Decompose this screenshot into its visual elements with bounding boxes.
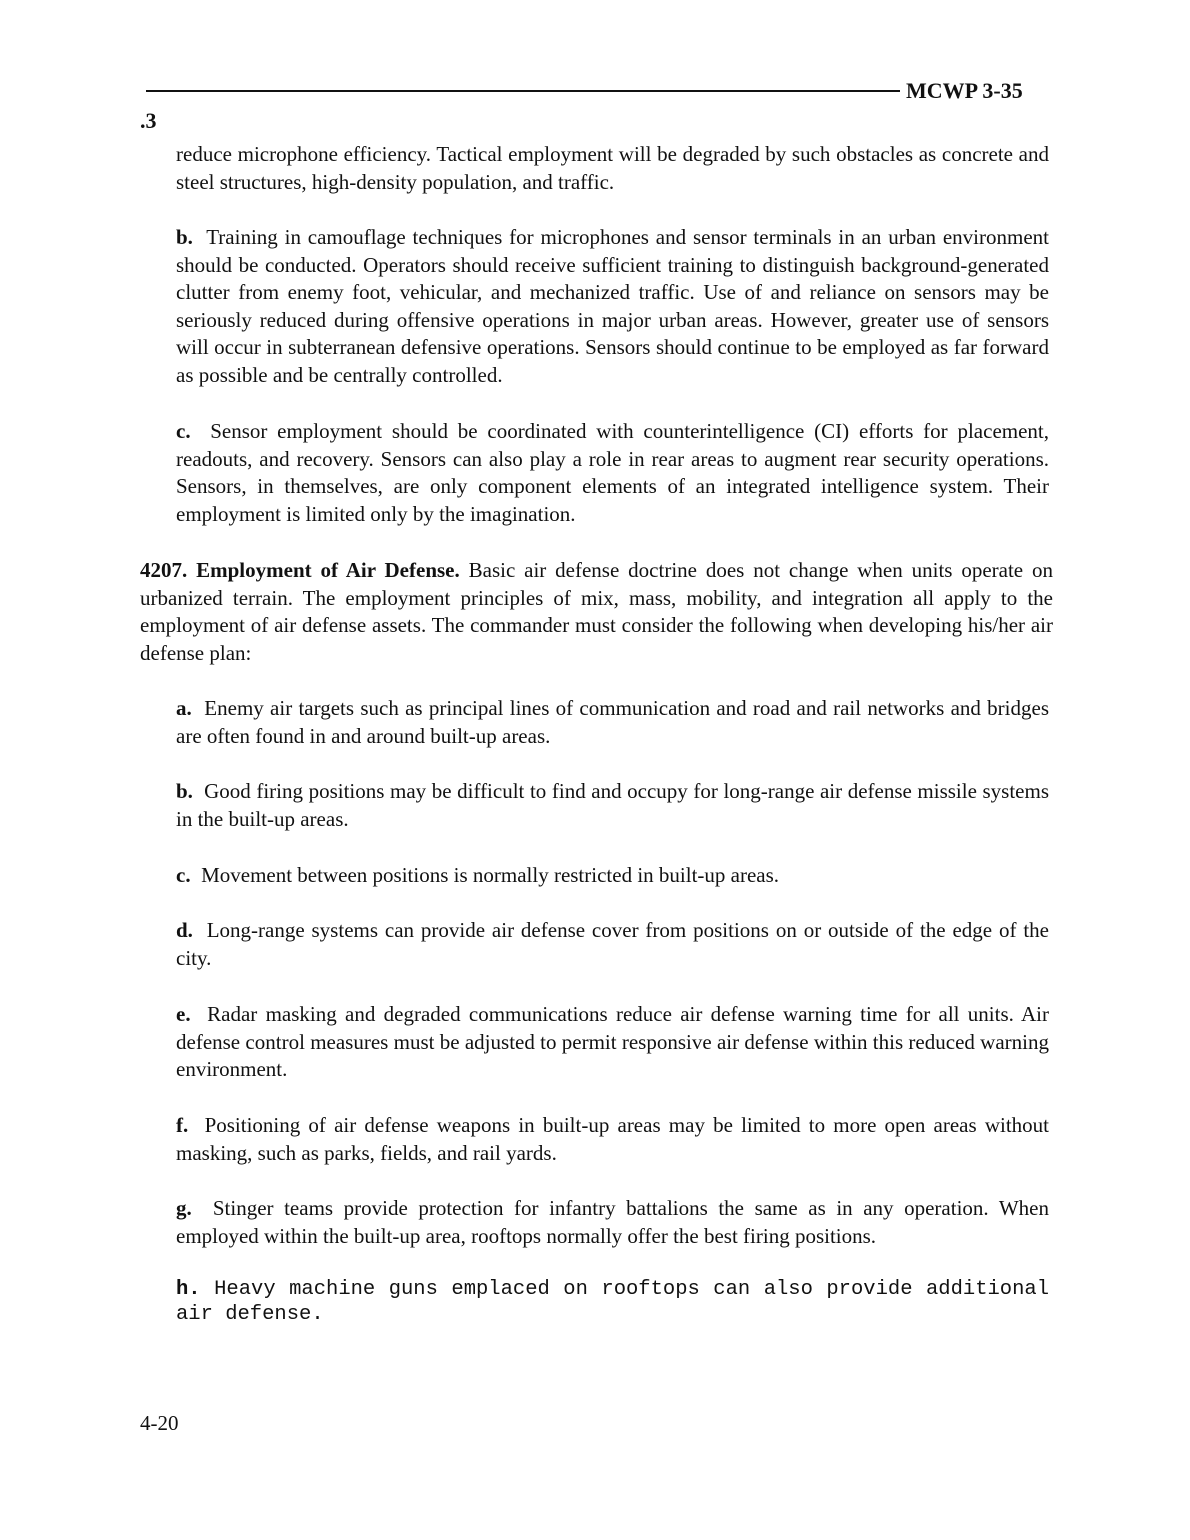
paragraph-text: Enemy air targets such as principal lines of communication and road and rail networks and bridges are often found in and around built-up areas. [176,696,1050,748]
section-heading: 4207. Employment of Air Defense. [140,558,460,582]
section-4207 [140,557,1053,667]
paragraph-label: e. [176,1002,191,1026]
header-suffix: .3 [140,108,157,133]
paragraph-label: b. [176,225,193,249]
paragraph-label: a. [176,696,192,720]
paragraph-label: c. [176,419,191,443]
paragraph-text: Radar masking and degraded communications reduce air defense warning time for all units. Air defense control measures must be adjusted to permit responsive air defense within this reduced warning environment. [176,1002,1049,1082]
paragraph-air-b [176,778,1049,833]
header-title: MCWP 3-35 [906,78,1023,103]
paragraph-air-f [176,1112,1049,1167]
paragraph-sensor-b [176,224,1049,390]
paragraph-label: g. [176,1196,192,1220]
paragraph-label: d. [176,918,193,942]
paragraph-air-h [176,1277,1049,1327]
paragraph-air-e [176,1001,1049,1084]
paragraph-text: Training in camouflage techniques for microphones and sensor terminals in an urban environment should be conducted. Operators should receive sufficient training to distinguish background-generated clutter from enemy foot, vehicular, and mechanized traffic. Use of and reliance on sensors may be seriously reduced during offensive operations in major urban areas. However, greater use of sensors will occur in subterranean defensive operations. Sensors should continue to be employed as far forward as possible and be centrally controlled. [176,225,1049,387]
paragraph-air-g [176,1195,1049,1250]
header-rule [146,90,900,92]
paragraph-text: Heavy machine guns emplaced on rooftops can also provide additional air defense. [176,1278,1050,1326]
page-number: 4-20 [140,1411,179,1435]
paragraph-text: Basic air defense doctrine does not change when units operate on urbanized terrain. The employment principles of mix, mass, mobility, and integration all apply to the employment of air defense assets. The commander must consider the following when developing his/her air defense plan: [140,558,1053,665]
paragraph-text: Good firing positions may be difficult to find and occupy for long-range air defense missile systems in the built-up areas. [176,779,1049,831]
paragraph-air-d [176,917,1049,972]
paragraph-air-c [176,862,1049,890]
paragraph-continuation [176,141,1049,196]
paragraph-text: Movement between positions is normally restricted in built-up areas. [201,863,780,887]
paragraph-text: Positioning of air defense weapons in built-up areas may be limited to more open areas without masking, such as parks, fields, and rail yards. [176,1113,1049,1165]
paragraph-text: Long-range systems can provide air defense cover from positions on or outside of the edge of the city. [176,918,1050,970]
paragraph-label: c. [176,863,191,887]
paragraph-label: h. [176,1278,201,1301]
paragraph-label: b. [176,779,193,803]
paragraph-air-a [176,695,1049,750]
paragraph-text: Sensor employment should be coordinated with counterintelligence (CI) efforts for placement, readouts, and recovery. Sensors can also play a role in rear areas to augment rear security operations. Sensors, in themselves, are only component elements of an integrated intelligence system. Their employment is limited only by the imagination. [176,419,1050,526]
paragraph-text: reduce microphone efficiency. Tactical employment will be degraded by such obstacles as concrete and steel structures, high-density population, and traffic. [176,142,1049,194]
paragraph-sensor-c [176,418,1049,528]
paragraph-text: Stinger teams provide protection for infantry battalions the same as in any operation. When employed within the built-up area, rooftops normally offer the best firing positions. [176,1196,1049,1248]
paragraph-label: f. [176,1113,189,1137]
